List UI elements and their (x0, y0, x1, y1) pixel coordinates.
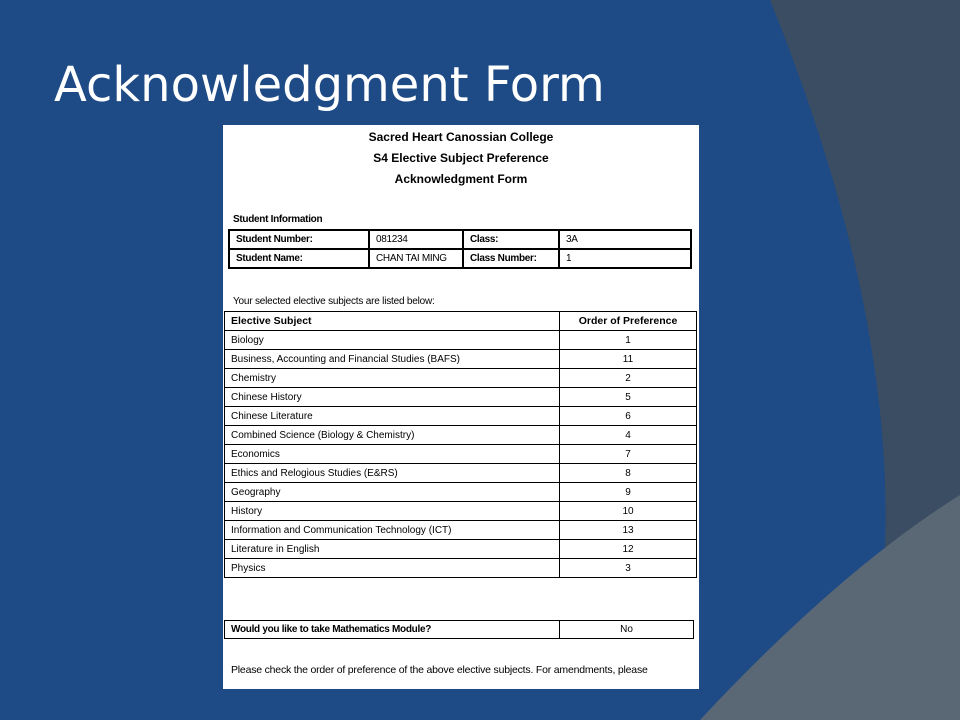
preference-cell: 6 (560, 407, 697, 426)
col-header-preference: Order of Preference (560, 312, 697, 331)
table-row (225, 521, 697, 540)
table-row (225, 445, 697, 464)
preference-cell: 3 (560, 559, 697, 578)
table-row (225, 540, 697, 559)
subject-name-cell: Biology (225, 331, 560, 350)
table-row (225, 559, 697, 578)
subject-name-cell: Chinese Literature (225, 407, 560, 426)
subjects-table-body (225, 331, 697, 578)
class-number-label: Class Number: (463, 249, 559, 268)
table-row (225, 369, 697, 388)
school-name: Sacred Heart Canossian College (368, 130, 554, 144)
table-row (225, 464, 697, 483)
student-name-value: CHAN TAI MING (369, 249, 463, 268)
form-subtitle: S4 Elective Subject Preference (373, 151, 549, 165)
form-title: Acknowledgment Form (394, 172, 528, 186)
subject-name-cell: History (225, 502, 560, 521)
subject-name-cell: Physics (225, 559, 560, 578)
subject-name-cell: Literature in English (225, 540, 560, 559)
student-number-value: 081234 (369, 230, 463, 249)
student-info-label: Student Information (233, 214, 323, 225)
instruction-note: Please check the order of preference of the above elective subjects. For amendments, please (231, 664, 648, 676)
class-number-value: 1 (559, 249, 691, 268)
preference-cell: 8 (560, 464, 697, 483)
preference-cell: 4 (560, 426, 697, 445)
student-name-label: Student Name: (229, 249, 369, 268)
subject-name-cell: Combined Science (Biology & Chemistry) (225, 426, 560, 445)
elective-subjects-table (224, 311, 697, 578)
intro-text: Your selected elective subjects are listed below: (233, 296, 435, 307)
preference-cell: 2 (560, 369, 697, 388)
col-header-subject: Elective Subject (225, 312, 560, 331)
table-row (225, 407, 697, 426)
math-module-answer: No (560, 621, 694, 639)
subject-name-cell: Geography (225, 483, 560, 502)
preference-cell: 7 (560, 445, 697, 464)
preference-cell: 10 (560, 502, 697, 521)
class-label: Class: (463, 230, 559, 249)
table-row (225, 483, 697, 502)
table-row (225, 331, 697, 350)
preference-cell: 12 (560, 540, 697, 559)
table-header-row (225, 312, 697, 331)
subject-name-cell: Chemistry (225, 369, 560, 388)
preference-cell: 11 (560, 350, 697, 369)
preference-cell: 1 (560, 331, 697, 350)
table-row (225, 388, 697, 407)
table-row (225, 621, 694, 639)
student-number-label: Student Number: (229, 230, 369, 249)
subject-name-cell: Ethics and Relogious Studies (E&RS) (225, 464, 560, 483)
slide-title: Acknowledgment Form (54, 57, 605, 113)
table-row (225, 502, 697, 521)
corner-shape-light (700, 495, 960, 720)
subject-name-cell: Economics (225, 445, 560, 464)
math-module-question: Would you like to take Mathematics Module? (225, 621, 560, 639)
subject-name-cell: Information and Communication Technology (ICT) (225, 521, 560, 540)
preference-cell: 13 (560, 521, 697, 540)
class-value: 3A (559, 230, 691, 249)
subject-name-cell: Business, Accounting and Financial Studies (BAFS) (225, 350, 560, 369)
math-module-table (224, 620, 694, 639)
table-row (225, 350, 697, 369)
table-row (229, 249, 691, 268)
acknowledgment-form-document (223, 125, 699, 689)
preference-cell: 5 (560, 388, 697, 407)
table-row (225, 426, 697, 445)
subject-name-cell: Chinese History (225, 388, 560, 407)
preference-cell: 9 (560, 483, 697, 502)
student-info-table (228, 229, 692, 269)
table-row (229, 230, 691, 249)
